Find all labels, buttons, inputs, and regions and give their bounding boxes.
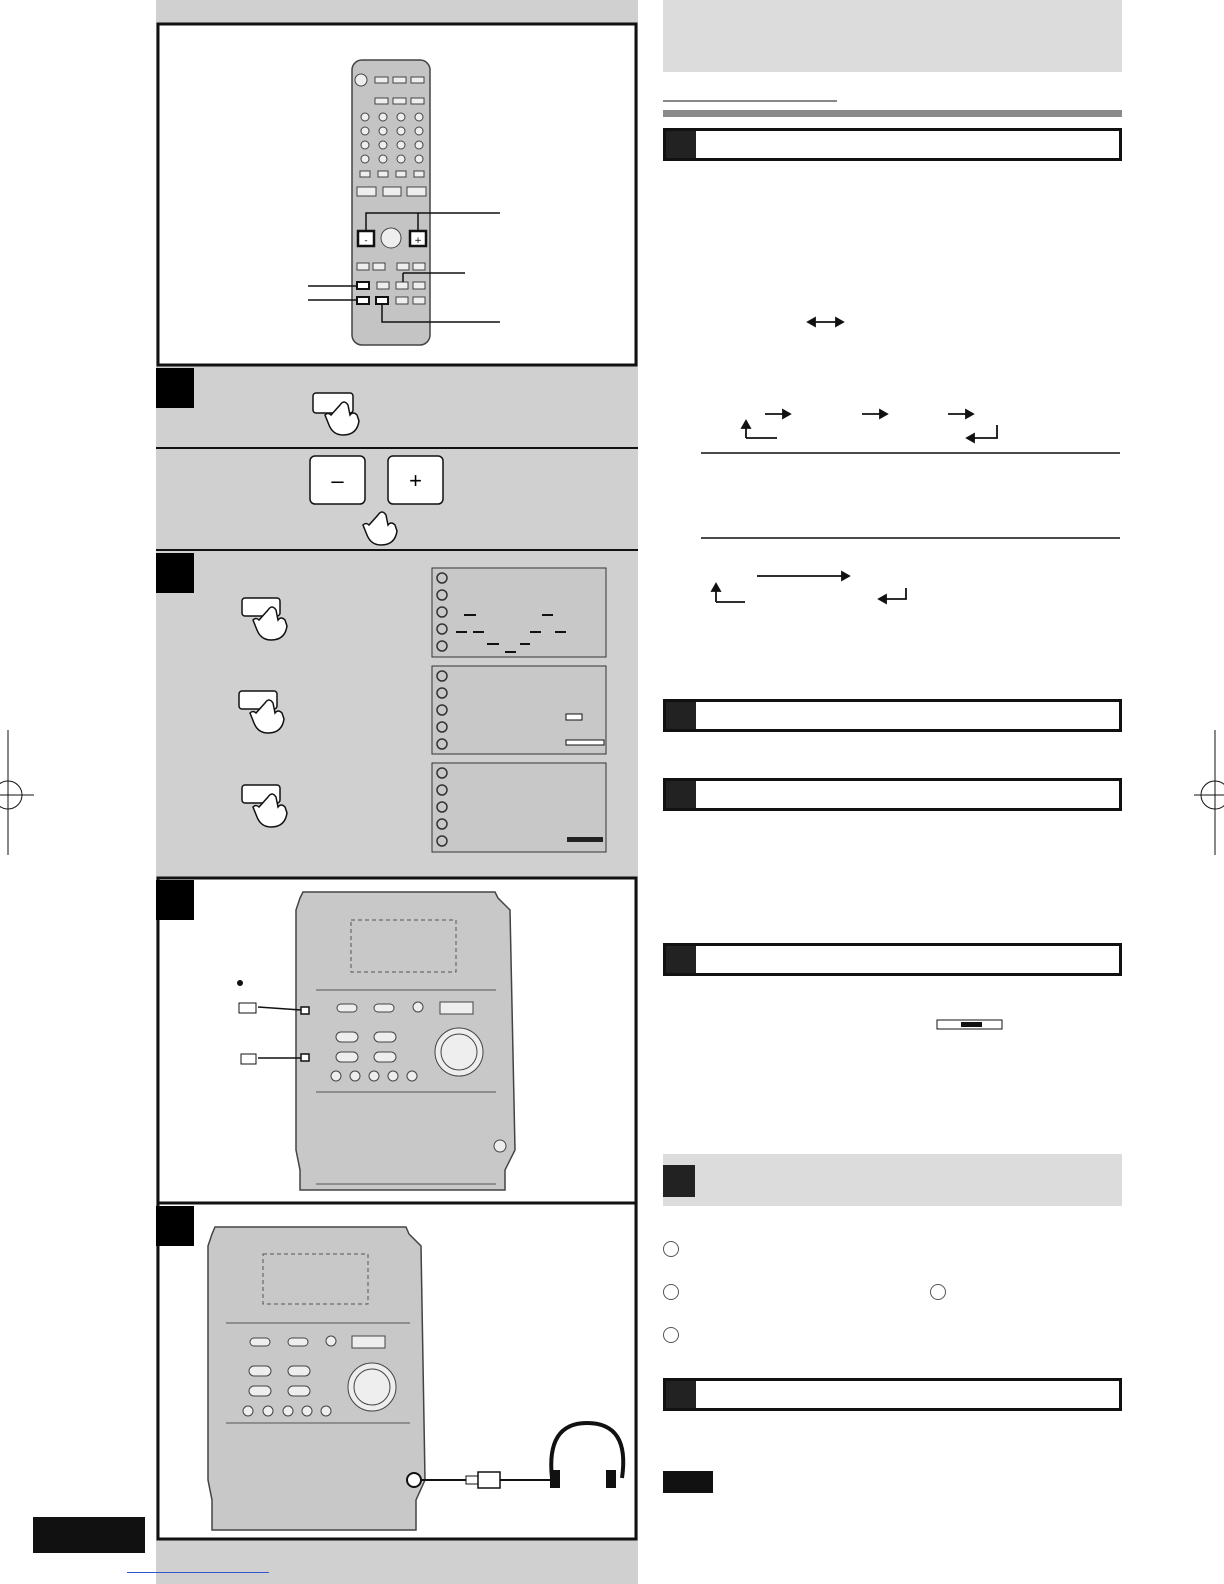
plus-key-label: + — [409, 468, 422, 493]
title-box — [663, 0, 1122, 72]
page-number-tab — [33, 1517, 145, 1553]
bullet-circle — [663, 1241, 679, 1257]
step-badge-5 — [156, 1206, 194, 1246]
gray-heading-block — [663, 1154, 1122, 1206]
registration-mark-left — [0, 730, 34, 855]
section-bar-1 — [663, 128, 1122, 161]
minus-key-label: – — [331, 468, 344, 493]
bullet-circle — [930, 1284, 946, 1300]
bullet-circle — [663, 1284, 679, 1300]
svg-text:-: - — [364, 236, 368, 246]
level-meter-icon — [937, 1020, 1002, 1029]
bullet-circle — [663, 1327, 679, 1343]
step-badge-4 — [156, 880, 194, 920]
step-badge-1 — [156, 368, 194, 408]
note-label — [663, 1471, 713, 1493]
footer-link[interactable] — [127, 1572, 269, 1573]
registration-mark-right — [1194, 730, 1224, 855]
svg-text:+: + — [414, 236, 422, 246]
display-panel-icon — [432, 568, 606, 852]
section-bar-3 — [663, 778, 1122, 811]
arrow-icon — [712, 318, 997, 603]
section-bar-4 — [663, 943, 1122, 976]
section-bar-2 — [663, 699, 1122, 732]
step-badge-3 — [156, 553, 194, 593]
section-bar-6 — [663, 1378, 1122, 1411]
